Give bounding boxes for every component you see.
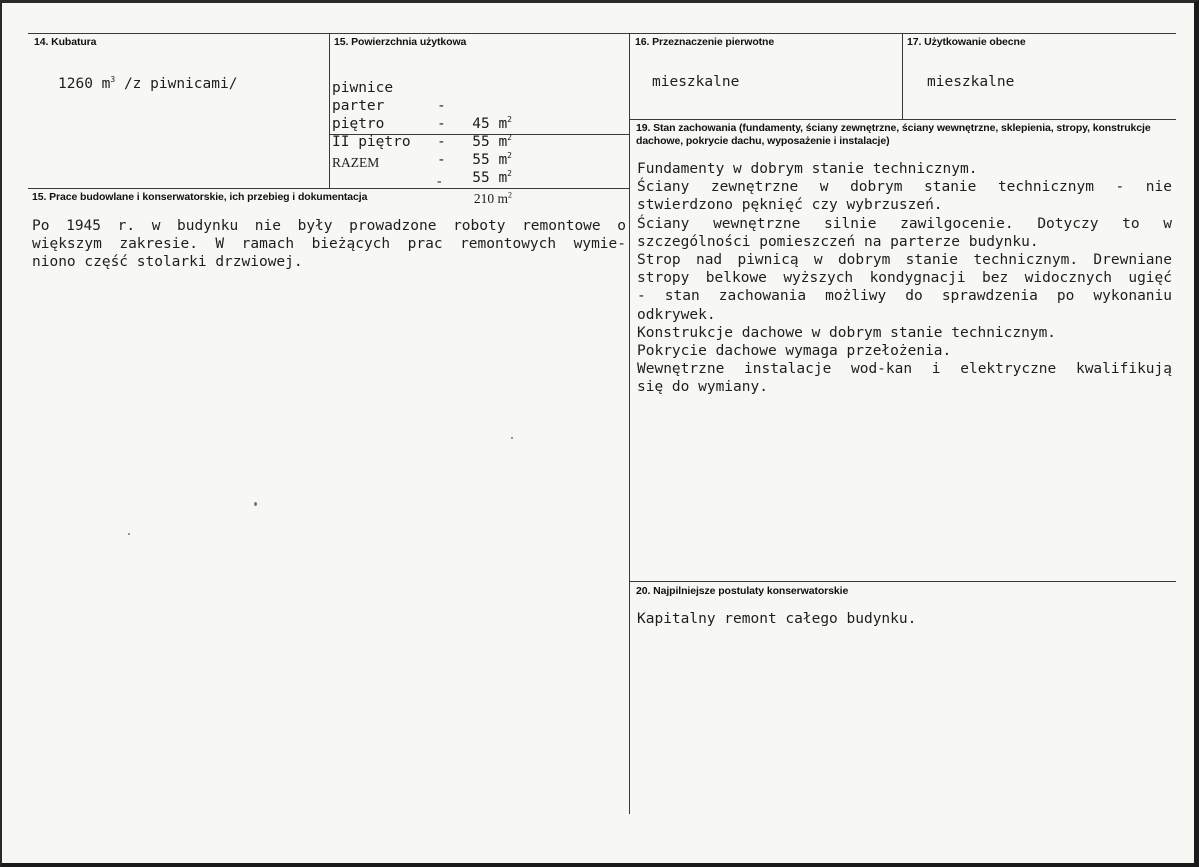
area-name: piętro (332, 116, 385, 132)
rule-15b-top (28, 188, 629, 189)
kubatura-note: /z piwnicami/ (115, 76, 238, 92)
prace-line: większym zakresie. W ramach bieżących prac remontowych wymie- (32, 236, 626, 253)
przeznaczenie-label: 16. Przeznaczenie pierwotne (635, 36, 775, 48)
stan-line: Ściany wewnętrzne silnie zawilgocenie. Dotyczy to w (637, 215, 1172, 232)
przeznaczenie-value: mieszkalne (652, 74, 740, 90)
stan-line: stwierdzono pęknięć czy wybrzuszeń. (637, 197, 943, 214)
area-value-number: 55 m (472, 134, 508, 150)
rule-20-top (629, 581, 1176, 582)
area-dash: - (437, 152, 446, 168)
stan-line: Konstrukcje dachowe w dobrym stanie technicznym. (637, 324, 1057, 341)
scan-speck (511, 437, 513, 439)
prace-line: niono część stolarki drzwiowej. (32, 254, 303, 271)
area-value-exponent: 2 (507, 151, 512, 161)
uzytkowanie-label: 17. Użytkowanie obecne (907, 36, 1026, 48)
stan-zachowania-text (637, 160, 1172, 397)
kubatura-value (58, 76, 237, 92)
top-rule (28, 33, 1176, 34)
area-name: II piętro (332, 134, 411, 150)
area-total-name: RAZEM (332, 155, 380, 170)
stan-line: się do wymiany. (637, 379, 768, 396)
prace-text (32, 217, 626, 272)
area-total-dash: - (437, 173, 442, 188)
area-total-exponent: 2 (508, 190, 512, 200)
stan-line: Strop nad piwnicą w dobrym stanie technicznym. Drewniane (637, 252, 1172, 269)
area-value-exponent: 2 (507, 133, 512, 143)
area-dash: - (437, 98, 446, 114)
prace-line: Po 1945 r. w budynku nie były prowadzone roboty remontowe o (32, 218, 626, 234)
stan-line: odkrywek. (637, 306, 716, 323)
rule-19-top (629, 119, 1176, 120)
area-total-value (474, 190, 512, 208)
stan-zachowania-label: 19. Stan zachowania (fundamenty, ściany zewnętrzne, ściany wewnętrzne, sklepienia, stropy, konstrukcje dachowe, pokrycie dachu, wyposażenie i instalacje) (636, 122, 1151, 147)
area-dash: - (437, 116, 446, 132)
divider-16-17 (902, 33, 903, 119)
area-value-number: 45 m (472, 116, 508, 132)
stan-line: Pokrycie dachowe wymaga przełożenia. (637, 343, 952, 360)
kubatura-number: 1260 m (58, 76, 111, 92)
kubatura-unit-exponent: 3 (110, 75, 116, 85)
stan-line: Wewnętrzne instalacje wod-kan i elektryczne kwalifikują (637, 361, 1172, 378)
area-value-exponent: 2 (507, 115, 512, 125)
stan-line: Fundamenty w dobrym stanie technicznym. (637, 161, 978, 177)
stan-line: - stan zachowania możliwy do sprawdzenia po wykonaniu (637, 288, 1172, 305)
postulaty-label: 20. Najpilniejsze postulaty konserwatorskie (636, 585, 849, 597)
stan-line: stropy belkowe wyższych kondygnacji bez widocznych ugięć (637, 270, 1172, 287)
area-name: piwnice (332, 80, 394, 96)
area-value-number: 55 m (472, 170, 508, 186)
stan-line: szczególności pomieszczeń na parterze budynku. (637, 233, 1039, 250)
powierzchnia-label: 15. Powierzchnia użytkowa (334, 36, 467, 48)
area-name: parter (332, 98, 385, 114)
uzytkowanie-value: mieszkalne (927, 74, 1015, 90)
area-value-number: 55 m (472, 152, 508, 168)
divider-14-15 (329, 33, 330, 189)
area-value-exponent: 2 (507, 169, 512, 179)
stan-line: Ściany zewnętrzne w dobrym stanie technicznym - nie (637, 179, 1172, 196)
center-divider (629, 33, 630, 814)
area-dash: - (437, 134, 446, 150)
postulaty-value: Kapitalny remont całego budynku. (637, 611, 917, 627)
scan-speck (128, 533, 130, 535)
kubatura-label: 14. Kubatura (34, 36, 97, 48)
scan-speck (254, 502, 257, 506)
area-total-number: 210 m (473, 191, 508, 206)
prace-label: 15. Prace budowlane i konserwatorskie, ich przebieg i dokumentacja (32, 191, 368, 203)
